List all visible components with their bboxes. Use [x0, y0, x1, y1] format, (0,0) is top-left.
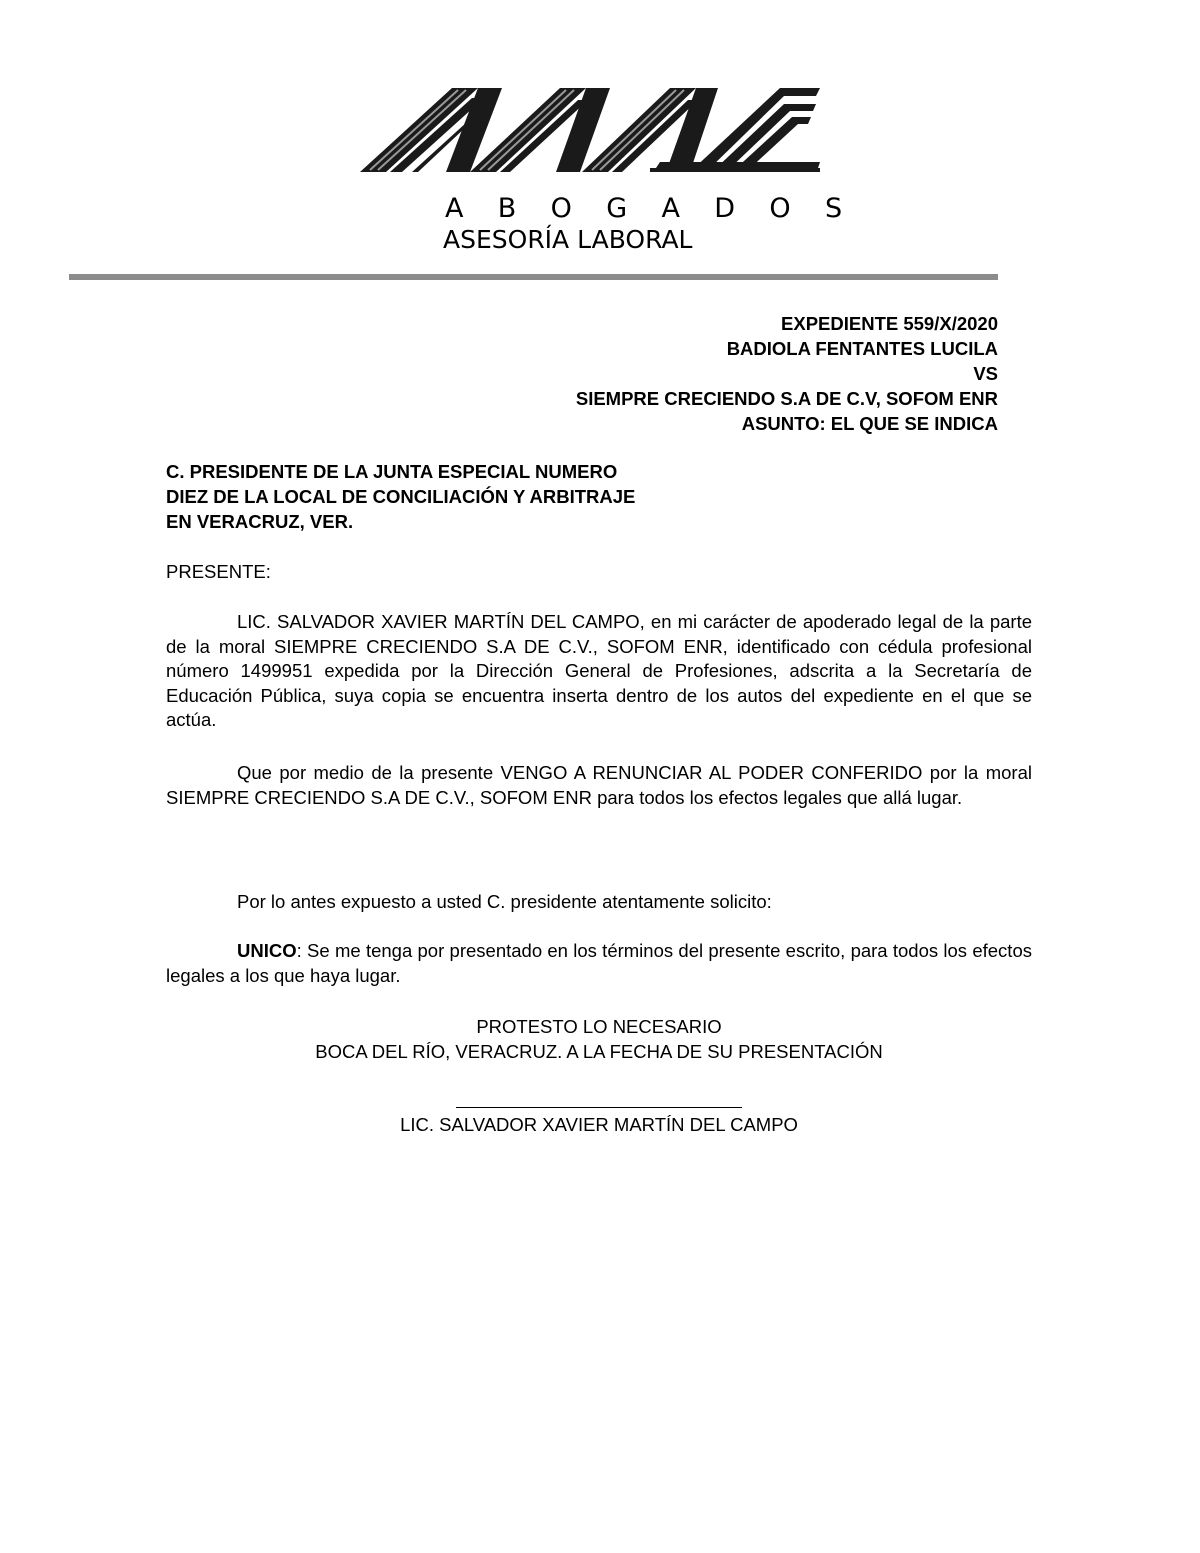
firm-name: A B O G A D O S [445, 193, 843, 224]
addressee-line-3: EN VERACRUZ, VER. [166, 511, 354, 532]
defendant-name: SIEMPRE CRECIENDO S.A DE C.V, SOFOM ENR [575, 388, 998, 409]
petition-text: : Se me tenga por presentado en los términos del presente escrito, para todos los efectos legales a los que haya lugar. [166, 940, 1032, 986]
body-paragraph-2: Que por medio de la presente VENGO A RENUNCIAR AL PODER CONFERIDO por la moral SIEMPRE CRECIENDO S.A DE C.V., SOFOM ENR para todos los efectos legales que allá lugar. [166, 762, 1032, 808]
greeting: PRESENTE: [166, 561, 271, 582]
body-paragraph-1: LIC. SALVADOR XAVIER MARTÍN DEL CAMPO, en mi carácter de apoderado legal de la parte de la moral SIEMPRE CRECIENDO S.A DE C.V., SOFOM ENR, identificado con cédula profesional número 1499951 expedida por la Dirección General de Profesiones, adscrita a la Secretaría de Educación Pública, suya copia se encuentra inserta dentro de los autos del expediente en el que se actúa. [166, 611, 1032, 731]
addressee-block [166, 459, 635, 534]
closing-place-date: BOCA DEL RÍO, VERACRUZ. A LA FECHA DE SU PRESENTACIÓN [315, 1041, 883, 1062]
petition-label: UNICO [237, 940, 297, 961]
plaintiff-name: BADIOLA FENTANTES LUCILA [726, 338, 998, 359]
signatory-name: LIC. SALVADOR XAVIER MARTÍN DEL CAMPO [400, 1114, 798, 1135]
header-divider [69, 274, 998, 280]
petition-paragraph [166, 939, 1032, 988]
case-header [576, 311, 998, 436]
firm-logo-icon [360, 84, 820, 178]
addressee-line-1: C. PRESIDENTE DE LA JUNTA ESPECIAL NUMERO [166, 461, 618, 482]
subject-line: ASUNTO: EL QUE SE INDICA [741, 413, 998, 434]
case-number: EXPEDIENTE 559/X/2020 [781, 313, 998, 334]
firm-tagline: ASESORÍA LABORAL [443, 225, 693, 254]
signature-line [456, 1107, 742, 1108]
versus-label: VS [973, 363, 998, 384]
addressee-line-2: DIEZ DE LA LOCAL DE CONCILIACIÓN Y ARBITRAJE [166, 486, 636, 507]
closing-formula: PROTESTO LO NECESARIO [476, 1016, 722, 1037]
body-paragraph-3: Por lo antes expuesto a usted C. presidente atentamente solicito: [237, 891, 772, 912]
